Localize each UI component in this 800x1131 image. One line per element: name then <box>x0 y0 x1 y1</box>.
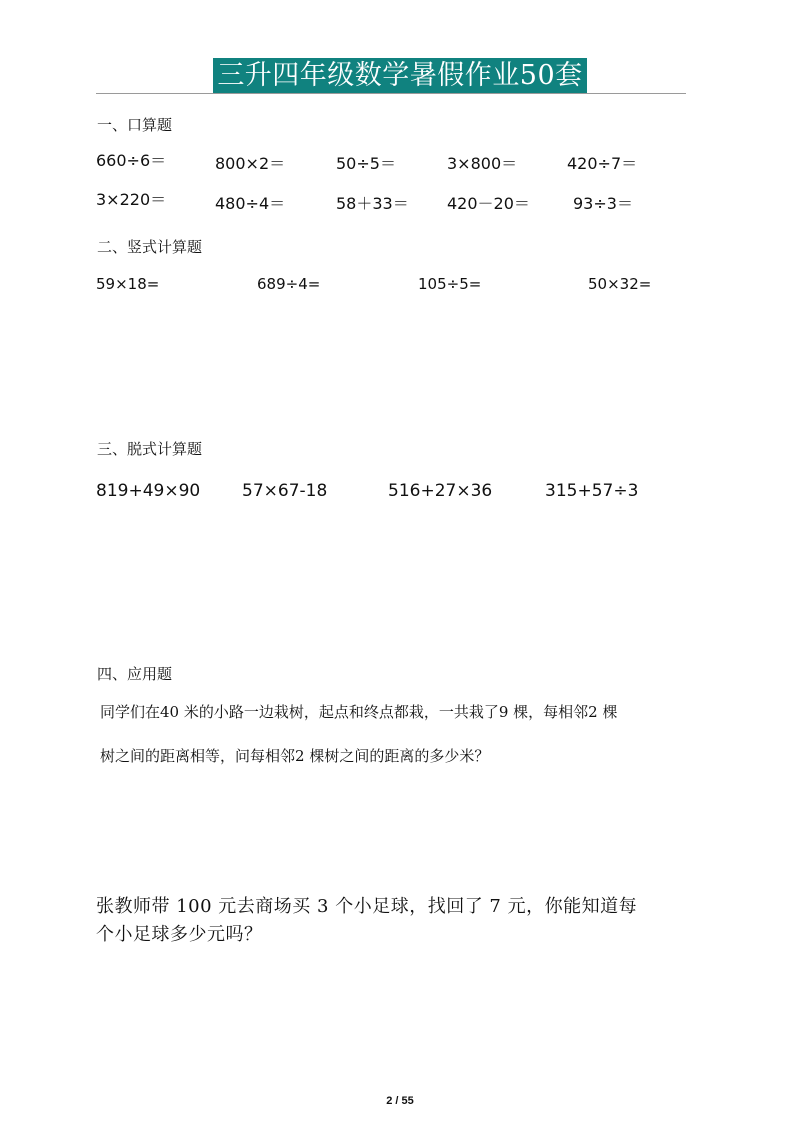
vertical-problem: 689÷4= <box>257 275 321 293</box>
title-container <box>0 58 800 94</box>
expression-problem: 57×67-18 <box>242 481 328 501</box>
expression-problem: 315+57÷3 <box>545 481 639 501</box>
oral-problem: 93÷3＝ <box>573 194 633 213</box>
word-problem-2-line1: 张教师带 100 元去商场买 3 个小足球，找回了 7 元，你能知道每 <box>96 896 638 917</box>
vertical-problem: 105÷5= <box>418 275 482 293</box>
oral-problem: 58＋33＝ <box>336 194 409 213</box>
oral-problem: 480÷4＝ <box>215 194 286 213</box>
section3-heading: 三、脱式计算题 <box>97 440 203 458</box>
oral-problem: 800×2＝ <box>215 154 286 173</box>
oral-problem: 420÷7＝ <box>567 154 638 173</box>
word-problem-2-line2: 个小足球多少元吗？ <box>96 924 263 945</box>
expression-problem: 516+27×36 <box>388 481 493 501</box>
oral-problem: 420－20＝ <box>447 194 530 213</box>
page-number: 2 / 55 <box>386 1095 414 1107</box>
section4-heading: 四、应用题 <box>97 665 173 683</box>
section1-heading: 一、口算题 <box>97 116 173 134</box>
vertical-problem: 50×32= <box>588 275 652 293</box>
oral-problem: 50÷5＝ <box>336 154 396 173</box>
page-title: 三升四年级数学暑假作业50套 <box>213 58 586 94</box>
word-problem-1-line2: 树之间的距离相等，问每相邻2 棵树之间的距离的多少米？ <box>100 747 490 765</box>
word-problem-1-line1: 同学们在40 米的小路一边栽树，起点和终点都栽，一共栽了9 棵，每相邻2 棵 <box>100 703 618 721</box>
expression-problem: 819+49×90 <box>96 481 201 501</box>
oral-problem: 3×800＝ <box>447 154 518 173</box>
oral-problem: 3×220＝ <box>96 190 167 209</box>
section2-heading: 二、竖式计算题 <box>97 238 203 256</box>
vertical-problem: 59×18= <box>96 275 160 293</box>
title-divider <box>96 93 686 94</box>
oral-problem: 660÷6＝ <box>96 151 167 170</box>
